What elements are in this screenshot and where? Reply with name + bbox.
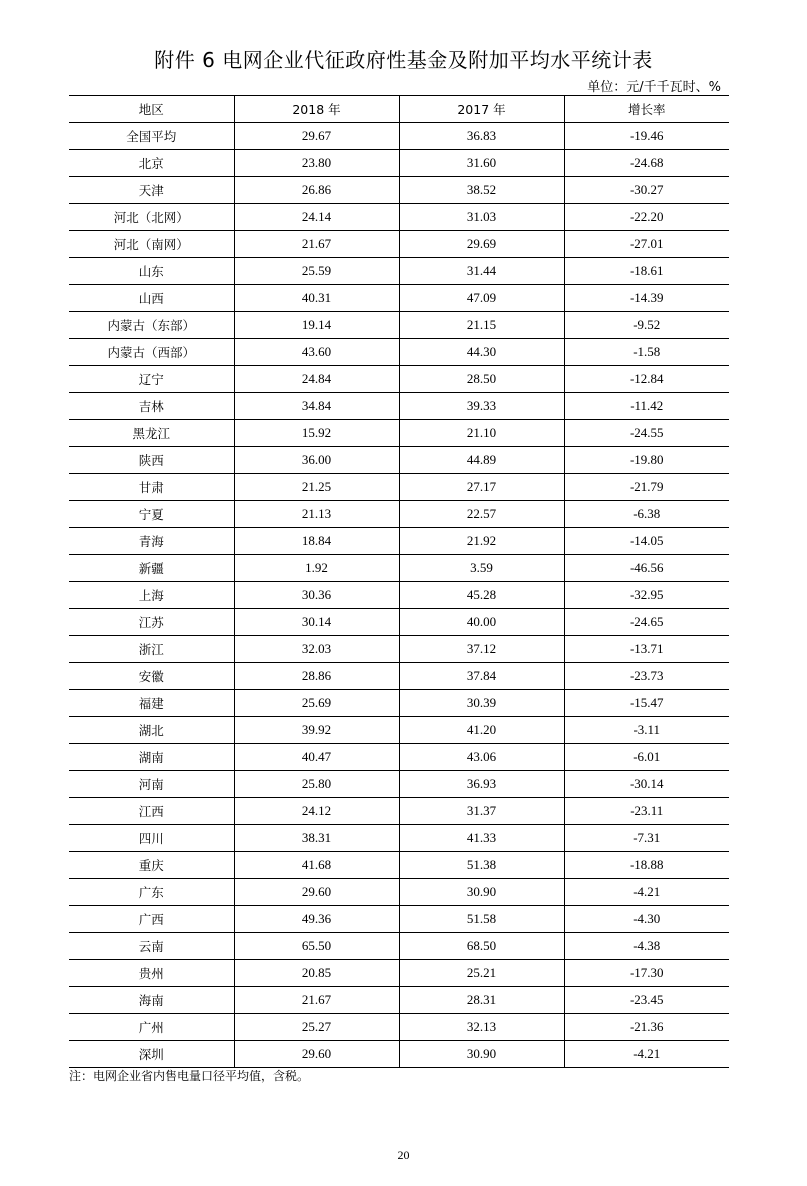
cell-2017: 45.28 [399,582,564,609]
cell-2018: 40.31 [234,285,399,312]
cell-growth-rate: -23.11 [564,798,729,825]
cell-growth-rate: -4.30 [564,906,729,933]
cell-2018: 24.12 [234,798,399,825]
cell-region: 四川 [69,825,234,852]
cell-region: 天津 [69,177,234,204]
cell-region: 广东 [69,879,234,906]
cell-region: 江西 [69,798,234,825]
cell-region: 宁夏 [69,501,234,528]
statistics-table [69,95,729,1068]
cell-2018: 40.47 [234,744,399,771]
cell-2017: 38.52 [399,177,564,204]
table-row [69,150,729,177]
cell-2017: 47.09 [399,285,564,312]
cell-2017: 25.21 [399,960,564,987]
cell-region: 江苏 [69,609,234,636]
table-row [69,987,729,1014]
cell-growth-rate: -17.30 [564,960,729,987]
cell-region: 上海 [69,582,234,609]
table-row [69,339,729,366]
cell-region: 深圳 [138,1047,164,1062]
cell-growth-rate: -9.52 [564,312,729,339]
cell-2017: 31.03 [399,204,564,231]
cell-2018: 18.84 [234,528,399,555]
cell-growth-rate: -18.61 [564,258,729,285]
cell-growth-rate: -11.42 [564,393,729,420]
table-row [69,879,729,906]
cell-growth-rate: -6.38 [564,501,729,528]
table-row [69,690,729,717]
cell-growth-rate: -22.20 [564,204,729,231]
cell-growth-rate: -14.39 [564,285,729,312]
table-row [69,285,729,312]
cell-region: 河南 [69,771,234,798]
table-row [69,366,729,393]
cell-2017: 27.17 [399,474,564,501]
cell-2018: 43.60 [234,339,399,366]
cell-growth-rate: -4.21 [564,1041,729,1068]
cell-2017: 41.33 [399,825,564,852]
cell-growth-rate: -12.84 [564,366,729,393]
cell-growth-rate: -23.73 [564,663,729,690]
cell-2017: 30.90 [399,879,564,906]
cell-region: 甘肃 [69,474,234,501]
cell-2018: 32.03 [234,636,399,663]
cell-region: 浙江 [69,636,234,663]
cell-2017: 36.93 [399,771,564,798]
cell-growth-rate: -19.80 [564,447,729,474]
cell-growth-rate: -1.58 [564,339,729,366]
cell-region: 广西 [69,906,234,933]
cell-2017: 22.57 [399,501,564,528]
cell-growth-rate: -21.79 [564,474,729,501]
cell-2018: 49.36 [234,906,399,933]
cell-2018: 21.25 [234,474,399,501]
cell-2018: 29.60 [234,879,399,906]
table-row [69,906,729,933]
cell-2018: 65.50 [234,933,399,960]
cell-growth-rate: -30.14 [564,771,729,798]
header-2017: 2017 年 [399,96,564,123]
document-title: 附件 6 电网企业代征政府性基金及附加平均水平统计表 [154,48,653,72]
table-row [69,123,729,150]
cell-growth-rate: -7.31 [564,825,729,852]
cell-2018: 26.86 [234,177,399,204]
cell-growth-rate: -18.88 [564,852,729,879]
table-row [69,447,729,474]
table-body [69,123,729,1068]
cell-region: 福建 [69,690,234,717]
cell-2018: 29.60 [234,1041,399,1068]
cell-2017: 51.38 [399,852,564,879]
cell-2018: 21.67 [234,231,399,258]
cell-2017: 30.90 [399,1041,564,1068]
table-row [69,717,729,744]
table-row [69,555,729,582]
cell-2018: 41.68 [234,852,399,879]
cell-2018: 29.67 [234,123,399,150]
cell-2017: 32.13 [399,1014,564,1041]
cell-region: 北京 [69,150,234,177]
cell-region: 广州 [69,1014,234,1041]
table-row [69,474,729,501]
cell-region: 陕西 [69,447,234,474]
table-row [69,231,729,258]
cell-2017: 68.50 [399,933,564,960]
cell-region: 重庆 [69,852,234,879]
cell-2017: 37.84 [399,663,564,690]
cell-growth-rate: -32.95 [564,582,729,609]
cell-region: 黑龙江 [69,420,234,447]
table-row [69,771,729,798]
table-row [69,393,729,420]
cell-2017: 21.92 [399,528,564,555]
cell-2017: 44.30 [399,339,564,366]
table-row [69,582,729,609]
table-row [69,420,729,447]
cell-2017: 21.10 [399,420,564,447]
cell-2017: 36.83 [399,123,564,150]
cell-region: 湖北 [69,717,234,744]
cell-region: 云南 [69,933,234,960]
cell-region: 湖南 [69,744,234,771]
cell-2018: 25.80 [234,771,399,798]
cell-growth-rate: -24.55 [564,420,729,447]
cell-2017: 29.69 [399,231,564,258]
cell-2017: 40.00 [399,609,564,636]
cell-growth-rate: -6.01 [564,744,729,771]
table-row [69,960,729,987]
cell-2018: 38.31 [234,825,399,852]
table-row [69,798,729,825]
table-row [69,1014,729,1041]
cell-region: 贵州 [69,960,234,987]
header-region: 地区 [69,96,234,123]
cell-region: 新疆 [69,555,234,582]
table-row [69,636,729,663]
cell-2017: 43.06 [399,744,564,771]
cell-2018: 39.92 [234,717,399,744]
cell-2017: 39.33 [399,393,564,420]
cell-2018: 30.36 [234,582,399,609]
table-row [69,501,729,528]
table-row [69,312,729,339]
table-row [69,825,729,852]
table-row [69,852,729,879]
cell-2017: 41.20 [399,717,564,744]
cell-2018: 28.86 [234,663,399,690]
cell-growth-rate: -4.21 [564,879,729,906]
table-note: 注：电网企业省内售电量口径平均值，含税。 [69,1069,310,1083]
cell-2017: 31.37 [399,798,564,825]
cell-region: 山西 [69,285,234,312]
cell-region: 河北（北网） [69,204,234,231]
cell-growth-rate: -30.27 [564,177,729,204]
cell-2018: 25.27 [234,1014,399,1041]
cell-region: 吉林 [69,393,234,420]
table-row [69,204,729,231]
cell-growth-rate: -19.46 [564,123,729,150]
cell-2018: 36.00 [234,447,399,474]
cell-growth-rate: -3.11 [564,717,729,744]
unit-label: 单位：元/千千瓦时、% [587,80,721,95]
cell-region: 辽宁 [69,366,234,393]
cell-region: 海南 [69,987,234,1014]
cell-region: 青海 [69,528,234,555]
cell-growth-rate: -14.05 [564,528,729,555]
cell-2018: 24.84 [234,366,399,393]
cell-2017: 21.15 [399,312,564,339]
cell-region: 河北（南网） [69,231,234,258]
cell-growth-rate: -24.68 [564,150,729,177]
cell-2018: 25.59 [234,258,399,285]
cell-2017: 28.31 [399,987,564,1014]
cell-growth-rate: -21.36 [564,1014,729,1041]
cell-2017: 37.12 [399,636,564,663]
table-row [69,1041,729,1068]
cell-2017: 3.59 [399,555,564,582]
cell-2018: 21.13 [234,501,399,528]
table-row [69,609,729,636]
cell-growth-rate: -24.65 [564,609,729,636]
cell-2018: 21.67 [234,987,399,1014]
cell-growth-rate: -46.56 [564,555,729,582]
cell-2017: 31.60 [399,150,564,177]
table-row [69,177,729,204]
cell-2018: 20.85 [234,960,399,987]
cell-2017: 28.50 [399,366,564,393]
header-2018: 2018 年 [234,96,399,123]
cell-2018: 23.80 [234,150,399,177]
header-growth-rate: 增长率 [564,96,729,123]
cell-2017: 44.89 [399,447,564,474]
page-number: 20 [397,1148,410,1162]
cell-region: 山东 [69,258,234,285]
cell-2017: 31.44 [399,258,564,285]
cell-region: 内蒙古（西部） [69,339,234,366]
cell-growth-rate: -13.71 [564,636,729,663]
table-header-row [69,96,729,123]
cell-2018: 30.14 [234,609,399,636]
table-row [69,663,729,690]
table-row [69,258,729,285]
cell-2018: 25.69 [234,690,399,717]
cell-growth-rate: -27.01 [564,231,729,258]
cell-growth-rate: -23.45 [564,987,729,1014]
cell-region: 安徽 [69,663,234,690]
table-row [69,744,729,771]
table-row [69,528,729,555]
cell-2017: 30.39 [399,690,564,717]
table-row [69,933,729,960]
cell-2017: 51.58 [399,906,564,933]
cell-region: 全国平均 [69,123,234,150]
cell-growth-rate: -15.47 [564,690,729,717]
cell-2018: 34.84 [234,393,399,420]
cell-region: 内蒙古（东部） [69,312,234,339]
cell-growth-rate: -4.38 [564,933,729,960]
cell-2018: 19.14 [234,312,399,339]
cell-2018: 1.92 [234,555,399,582]
cell-2018: 24.14 [234,204,399,231]
cell-2018: 15.92 [234,420,399,447]
